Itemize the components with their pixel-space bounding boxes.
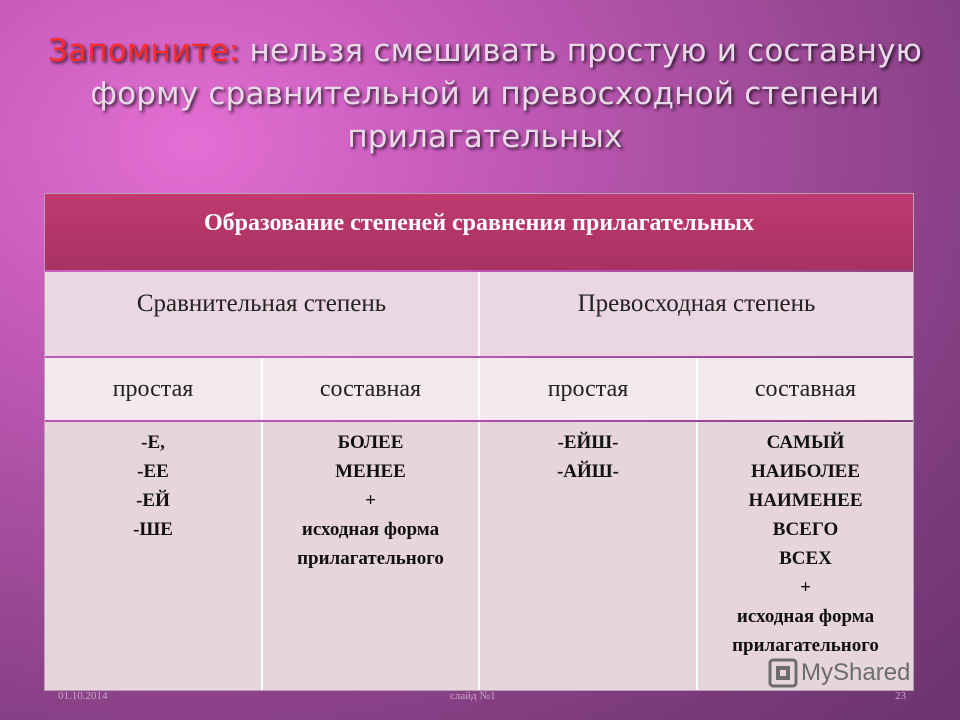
- group-row: [45, 272, 913, 356]
- cell-line: ВСЕГО: [772, 519, 839, 540]
- cell-line: -АЙШ-: [556, 461, 620, 482]
- footer-slide-number: слайд №1: [450, 690, 496, 702]
- subheader-comparative-simple: простая: [112, 376, 194, 402]
- cell-line: прилагательного: [732, 635, 879, 656]
- table-header: Образование степеней сравнения прилагательных: [203, 210, 755, 236]
- myshared-watermark: [768, 656, 928, 690]
- cell-line: -ЕЙ: [136, 490, 170, 511]
- cell-line: исходная форма: [301, 519, 440, 540]
- myshared-logo-icon: [768, 658, 798, 688]
- cell-comparative-simple: [45, 422, 261, 690]
- cell-line: -ЕЙШ-: [557, 432, 619, 453]
- title-accent: Запомните:: [47, 33, 240, 69]
- slide-title: [40, 30, 930, 159]
- cell-line: -Е,: [141, 432, 165, 453]
- cell-line: САМЫЙ: [766, 432, 845, 453]
- cell-line: НАИМЕНЕЕ: [748, 490, 863, 511]
- cell-superlative-simple: [480, 422, 696, 690]
- cell-line: НАИБОЛЕЕ: [750, 461, 861, 482]
- footer-page-number: 23: [895, 690, 906, 702]
- subheader-superlative-simple: простая: [547, 376, 629, 402]
- cell-line: +: [800, 577, 811, 598]
- cell-line: БОЛЕЕ: [337, 432, 404, 453]
- cell-line: -ЕЕ: [137, 461, 169, 482]
- cell-line: -ШЕ: [133, 519, 173, 540]
- content-row: [45, 422, 913, 690]
- cell-line: ВСЕХ: [779, 548, 832, 569]
- table-header-row: [45, 194, 913, 270]
- cell-line: +: [365, 490, 376, 511]
- title-line-3: прилагательных: [347, 119, 623, 155]
- watermark-text: MyShared: [801, 659, 911, 686]
- cell-comparative-compound: [263, 422, 478, 690]
- cell-line: исходная форма: [736, 606, 875, 627]
- group-comparative: Сравнительная степень: [136, 290, 387, 317]
- comparison-table: [44, 193, 914, 691]
- cell-line: прилагательного: [297, 548, 444, 569]
- group-superlative: Превосходная степень: [577, 290, 816, 317]
- title-line-1-rest: нельзя смешивать простую и составную: [239, 33, 922, 69]
- title-line-2: форму сравнительной и превосходной степени: [90, 76, 880, 112]
- cell-superlative-compound: [698, 422, 913, 690]
- footer-date: 01.10.2014: [58, 690, 108, 702]
- title-line-1: [40, 30, 930, 73]
- cell-line: МЕНЕЕ: [335, 461, 406, 482]
- subheader-comparative-compound: составная: [319, 376, 422, 402]
- subheader-superlative-compound: составная: [754, 376, 857, 402]
- subheader-row: [45, 358, 913, 420]
